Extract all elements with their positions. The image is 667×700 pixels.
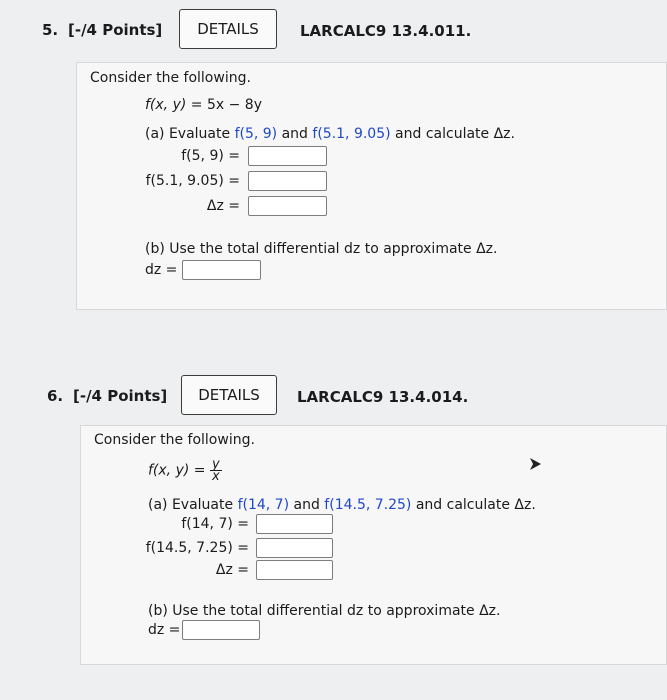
q6-details-label: DETAILS [198,386,260,404]
q6-number: 6. [47,387,64,405]
q6-part-b: (b) Use the total differential dz to approximate Δz. [148,603,501,619]
q5-code: LARCALC9 13.4.011. [300,22,472,40]
q5-part-b: (b) Use the total differential dz to approximate Δz. [145,241,498,257]
q5-part-a-prefix: (a) Evaluate [145,126,235,142]
q5-details-label: DETAILS [197,20,259,38]
q6-dz-label: dz = [148,622,181,638]
q6-part-a [148,497,536,513]
q5-function [145,97,262,113]
q6-details-button[interactable] [181,375,277,415]
q5-func-lhs: f(x, y) = [145,97,207,113]
q5-number: 5. [42,21,59,39]
q6-frac-den: x [211,469,220,484]
q6-code: LARCALC9 13.4.014. [297,388,469,406]
q6-function [148,459,222,482]
q5-answer-3-input[interactable] [248,196,327,216]
q5-answer-2-input[interactable] [248,171,327,191]
q6-label-2: f(14.5, 7.25) = [145,540,249,556]
q5-points: [-/4 Points] [68,21,163,39]
q6-frac-num: y [211,457,220,472]
q5-intro: Consider the following. [90,70,251,86]
q5-label-2: f(5.1, 9.05) = [145,173,240,189]
q5-part-a-p1: f(5, 9) [234,126,278,142]
q6-answer-3-input[interactable] [256,560,333,580]
q6-dz-input[interactable] [182,620,260,640]
q5-part-a [145,126,515,142]
q6-answer-1-input[interactable] [256,514,333,534]
q5-part-a-suffix: and calculate Δz. [390,126,515,142]
q6-points: [-/4 Points] [73,387,168,405]
q5-answer-1-input[interactable] [248,146,327,166]
q6-part-a-p1: f(14, 7) [237,497,290,513]
q5-func-rhs: 5x − 8y [206,97,262,113]
q6-intro: Consider the following. [94,432,255,448]
q6-label-3: Δz = [215,562,249,578]
mouse-pointer-icon [526,456,542,472]
q6-func-lhs: f(x, y) = [148,462,210,479]
q6-part-a-prefix: (a) Evaluate [148,497,238,513]
q5-details-button[interactable] [179,9,277,49]
q5-part-a-p2: f(5.1, 9.05) [312,126,391,142]
q6-part-a-suffix: and calculate Δz. [411,497,536,513]
q5-dz-input[interactable] [182,260,261,280]
q6-part-a-p2: f(14.5, 7.25) [324,497,412,513]
q5-label-1: f(5, 9) = [181,148,240,164]
q5-label-3: Δz = [206,198,240,214]
q6-fraction [210,459,222,482]
q6-answer-2-input[interactable] [256,538,333,558]
q6-part-a-and: and [289,497,325,513]
q6-label-1: f(14, 7) = [181,516,249,532]
q5-part-a-and: and [277,126,313,142]
q5-dz-label: dz = [145,262,178,278]
